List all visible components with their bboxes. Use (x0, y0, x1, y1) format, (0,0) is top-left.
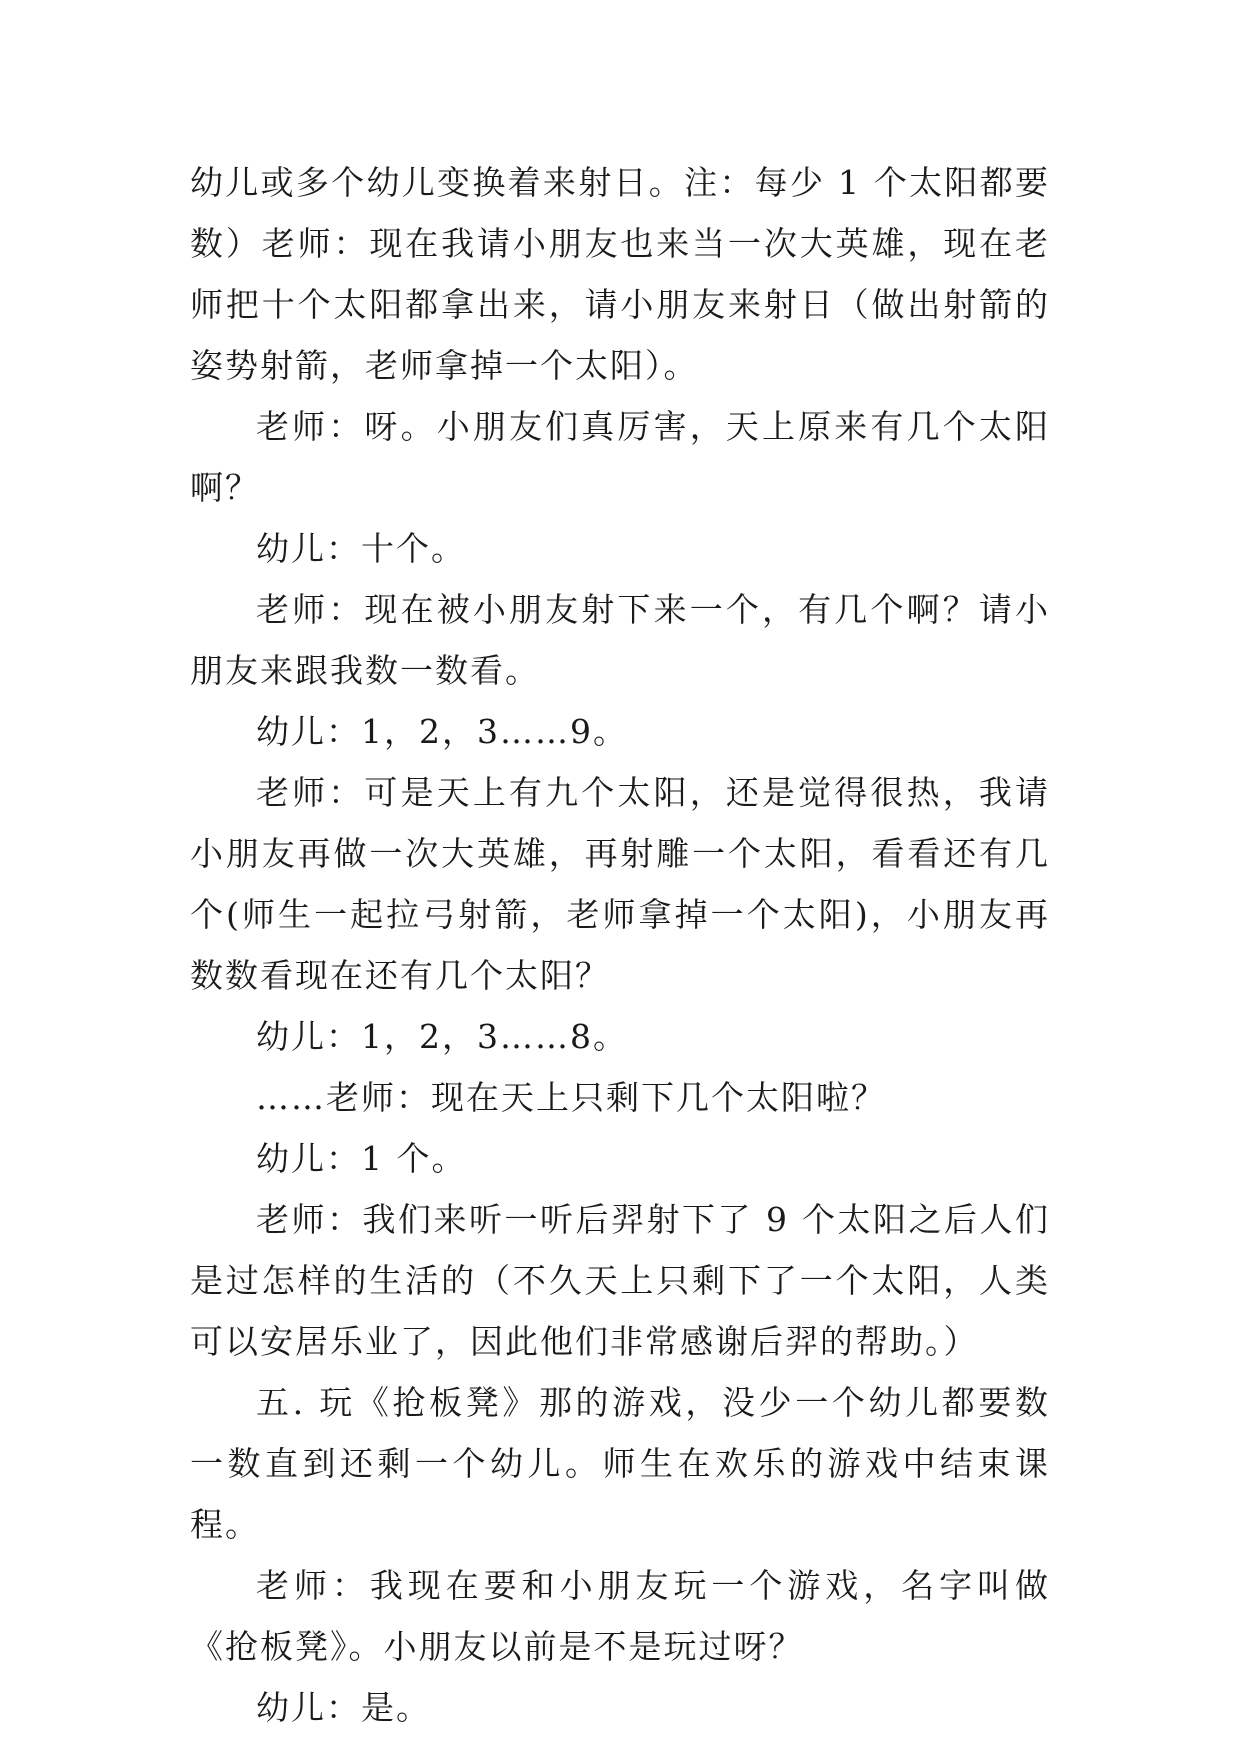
paragraph-3: 幼儿：十个。 (256, 529, 466, 568)
paragraph-7: 幼儿：1，2，3……8。 (256, 1017, 628, 1056)
paragraph-8: ……老师：现在天上只剩下几个太阳啦？ (256, 1078, 886, 1117)
document-body (190, 152, 1050, 1738)
paragraph-10: 老师：我们来听一听后羿射下了 9 个太阳之后人们是过怎样的生活的（不久天上只剩下了一个太阳，人类可以安居乐业了，因此他们非常感谢后羿的帮助。） (190, 1200, 1050, 1361)
paragraph-12: 老师：我现在要和小朋友玩一个游戏，名字叫做《抢板凳》。小朋友以前是不是玩过呀？ (190, 1566, 1050, 1666)
paragraph-1: 幼儿或多个幼儿变换着来射日。注：每少 1 个太阳都要数）老师：现在我请小朋友也来当一次大英雄，现在老师把十个太阳都拿出来，请小朋友来射日（做出射箭的姿势射箭，老师拿掉一个太阳）。 (190, 163, 1050, 385)
paragraph-11: 五. 玩《抢板凳》那的游戏，没少一个幼儿都要数一数直到还剩一个幼儿。师生在欢乐的游戏中结束课程。 (190, 1383, 1050, 1544)
paragraph-5: 幼儿：1，2，3……9。 (256, 712, 628, 751)
paragraph-9: 幼儿：1 个。 (256, 1139, 467, 1178)
paragraph-6: 老师：可是天上有九个太阳，还是觉得很热，我请小朋友再做一次大英雄，再射雕一个太阳，看看还有几个(师生一起拉弓射箭，老师拿掉一个太阳)，小朋友再数数看现在还有几个太阳？ (190, 773, 1050, 995)
paragraph-4: 老师：现在被小朋友射下来一个，有几个啊？请小朋友来跟我数一数看。 (190, 590, 1050, 690)
paragraph-2: 老师：呀。小朋友们真厉害，天上原来有几个太阳啊？ (190, 407, 1050, 507)
paragraph-13: 幼儿：是。 (256, 1688, 431, 1727)
